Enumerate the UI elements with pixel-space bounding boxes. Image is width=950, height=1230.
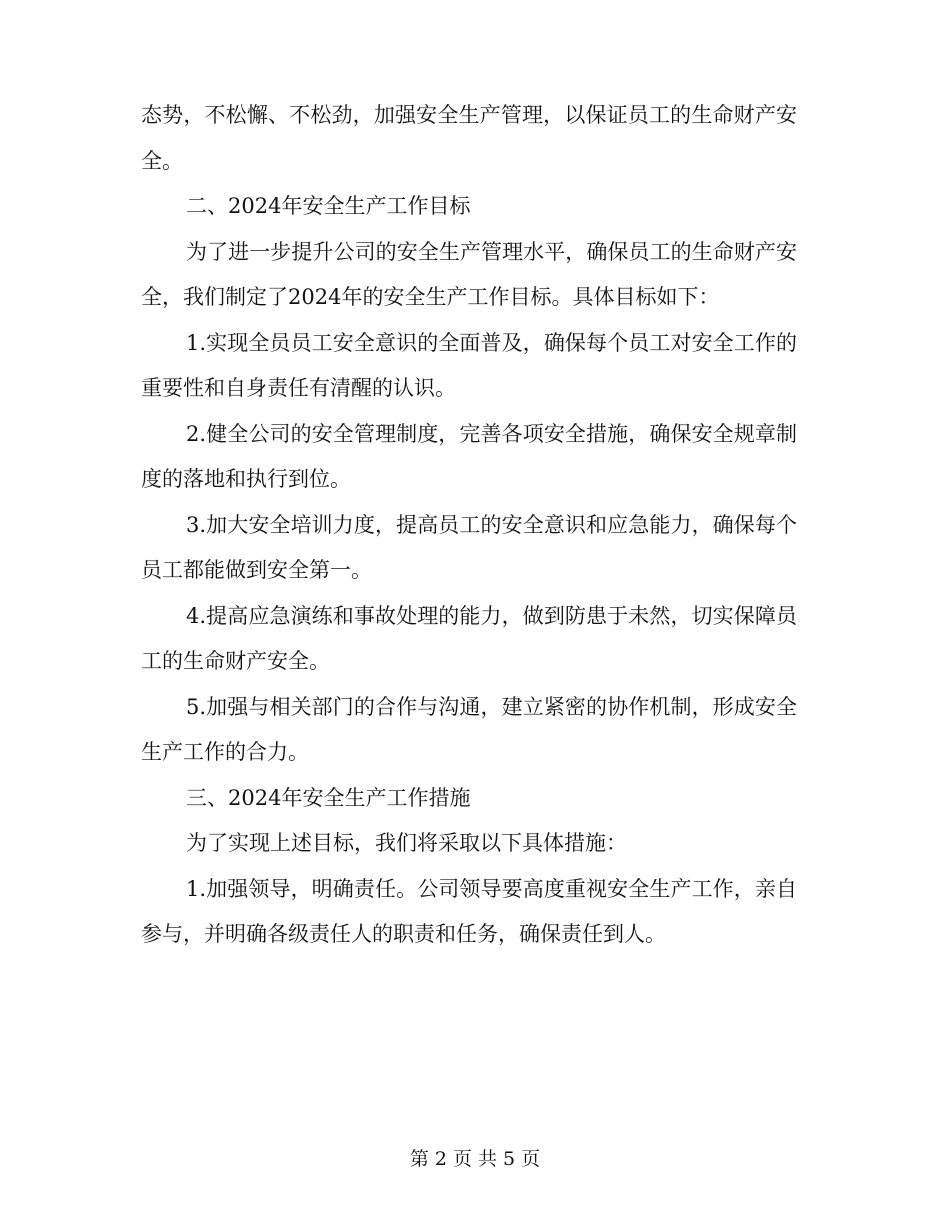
paragraph-measures-intro: 为了实现上述目标，我们将采取以下具体措施： bbox=[186, 831, 627, 855]
goal-item-4: 4.提高应急演练和事故处理的能力，做到防患于未然，切实保障员工的生命财产安全。 bbox=[141, 603, 797, 673]
page-number-footer: 第 2 页 共 5 页 bbox=[409, 1148, 541, 1170]
goal-item-3: 3.加大安全培训力度，提高员工的安全意识和应急能力，确保每个员工都能做到安全第一。 bbox=[141, 512, 797, 582]
section-heading-measures: 三、2024年安全生产工作措施 bbox=[186, 785, 471, 810]
measure-item-1: 1.加强领导，明确责任。公司领导要高度重视安全生产工作，亲自参与，并明确各级责任人的职责和任务，确保责任到人。 bbox=[141, 876, 797, 946]
paragraph-goals-intro: 为了进一步提升公司的安全生产管理水平，确保员工的生命财产安全，我们制定了2024年的安全生产工作目标。具体目标如下： bbox=[141, 239, 797, 309]
document-body bbox=[141, 93, 797, 958]
paragraph-continuation: 态势，不松懈、不松劲，加强安全生产管理，以保证员工的生命财产安全。 bbox=[141, 103, 797, 173]
goal-item-1: 1.实现全员员工安全意识的全面普及，确保每个员工对安全工作的重要性和自身责任有清醒的认识。 bbox=[141, 330, 797, 400]
goal-item-5: 5.加强与相关部门的合作与沟通，建立紧密的协作机制，形成安全生产工作的合力。 bbox=[141, 694, 797, 764]
goal-item-2: 2.健全公司的安全管理制度，完善各项安全措施，确保安全规章制度的落地和执行到位。 bbox=[141, 421, 797, 491]
section-heading-goals: 二、2024年安全生产工作目标 bbox=[186, 194, 471, 218]
